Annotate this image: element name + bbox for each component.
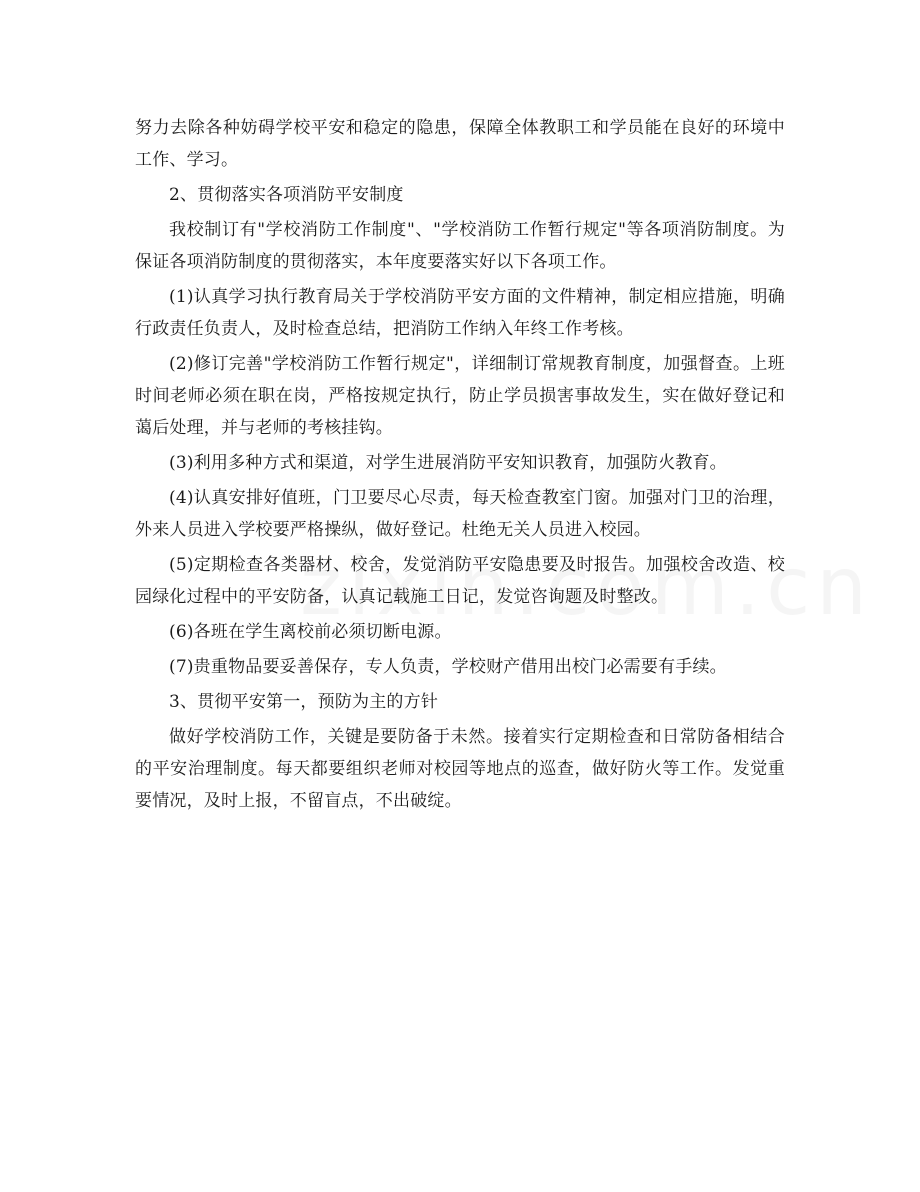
paragraph-1: 努力去除各种妨碍学校平安和稳定的隐患，保障全体教职工和学员能在良好的环境中工作、学习。 [135,118,785,170]
list-item-4: (4)认真安排好值班，门卫要尽心尽责，每天检查教室门窗。加强对门卫的治理，外来人员进入学校要严格操纵，做好登记。杜绝无关人员进入校园。 [135,488,785,540]
paragraph-3: 我校制订有"学校消防工作制度"、"学校消防工作暂行规定"等各项消防制度。为保证各项消防制度的贯彻落实，本年度要落实好以下各项工作。 [135,220,785,272]
list-item-1: (1)认真学习执行教育局关于学校消防平安方面的文件精神，制定相应措施，明确行政责任负责人，及时检查总结，把消防工作纳入年终工作考核。 [135,287,785,339]
document-body [135,112,785,820]
list-item-6: (6)各班在学生离校前必须切断电源。 [169,622,452,642]
list-item-2: (2)修订完善"学校消防工作暂行规定"，详细制订常规教育制度，加强督查。上班时间老师必须在职在岗，严格按规定执行，防止学员损害事故发生，实在做好登记和蔼后处理，并与老师的考核挂钩。 [135,354,785,438]
list-item-3: (3)利用多种方式和渠道，对学生进展消防平安知识教育，加强防火教育。 [169,453,727,473]
section-heading-2: 2、贯彻落实各项消防平安制度 [169,185,404,205]
section-heading-3: 3、贯彻平安第一，预防为主的方针 [169,692,439,712]
list-item-5: (5)定期检查各类器材、校舍，发觉消防平安隐患要及时报告。加强校舍改造、校园绿化过程中的平安防备，认真记载施工日记，发觉咨询题及时整改。 [135,555,785,607]
paragraph-final: 做好学校消防工作，关键是要防备于未然。接着实行定期检查和日常防备相结合的平安治理制度。每天都要组织老师对校园等地点的巡查，做好防火等工作。发觉重要情况，及时上报，不留盲点，不出破绽。 [135,727,785,811]
list-item-7: (7)贵重物品要妥善保存，专人负责，学校财产借用出校门必需要有手续。 [169,657,727,677]
